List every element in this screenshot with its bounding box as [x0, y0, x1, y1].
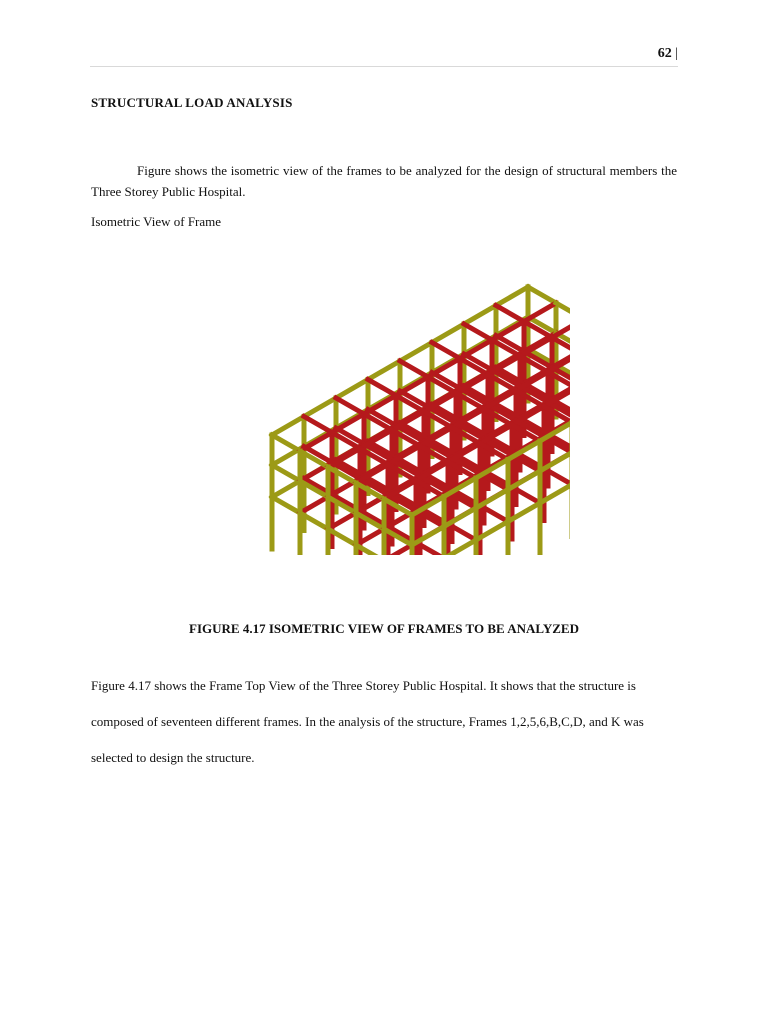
frame-member	[272, 417, 304, 436]
frame-member	[272, 465, 300, 481]
frame-member	[400, 361, 428, 377]
body-paragraph: Figure 4.17 shows the Frame Top View of the Three Storey Public Hospital. It shows that the structure is composed of seventeen different frames. In the analysis of the structure, Frames 1,2,5,6,B,C,D, and K was selected to design the structure.	[91, 678, 644, 765]
figure-label: Isometric View of Frame	[91, 214, 222, 229]
frame-member	[272, 497, 300, 513]
figure-caption: FIGURE 4.17 ISOMETRIC VIEW OF FRAMES TO BE ANALYZED	[189, 621, 579, 636]
frame-member	[432, 343, 460, 359]
frame-member	[400, 343, 432, 362]
frame-member	[368, 380, 396, 396]
frame-member	[368, 361, 400, 380]
intro-paragraph: Figure shows the isometric view of the frames to be analyzed for the design of structural members the Three Storey Public Hospital.	[91, 163, 677, 199]
frame-member	[336, 398, 364, 414]
frame-member	[304, 417, 332, 433]
frame-member	[464, 306, 496, 325]
isometric-frame-figure	[150, 255, 570, 555]
header-rule	[90, 66, 678, 67]
frame-member	[432, 324, 464, 343]
frame-member	[336, 380, 368, 399]
frame-member	[528, 287, 556, 303]
frame-member	[272, 435, 300, 451]
section-title: STRUCTURAL LOAD ANALYSIS	[91, 95, 293, 110]
frame-member	[464, 324, 492, 340]
page-number-separator: |	[675, 46, 678, 61]
frame-member	[496, 287, 528, 306]
page-header	[90, 46, 678, 62]
isometric-frame-drawing	[150, 255, 570, 555]
frame-member	[496, 306, 524, 322]
page-number: 62	[657, 46, 672, 61]
frame-member	[304, 398, 336, 417]
